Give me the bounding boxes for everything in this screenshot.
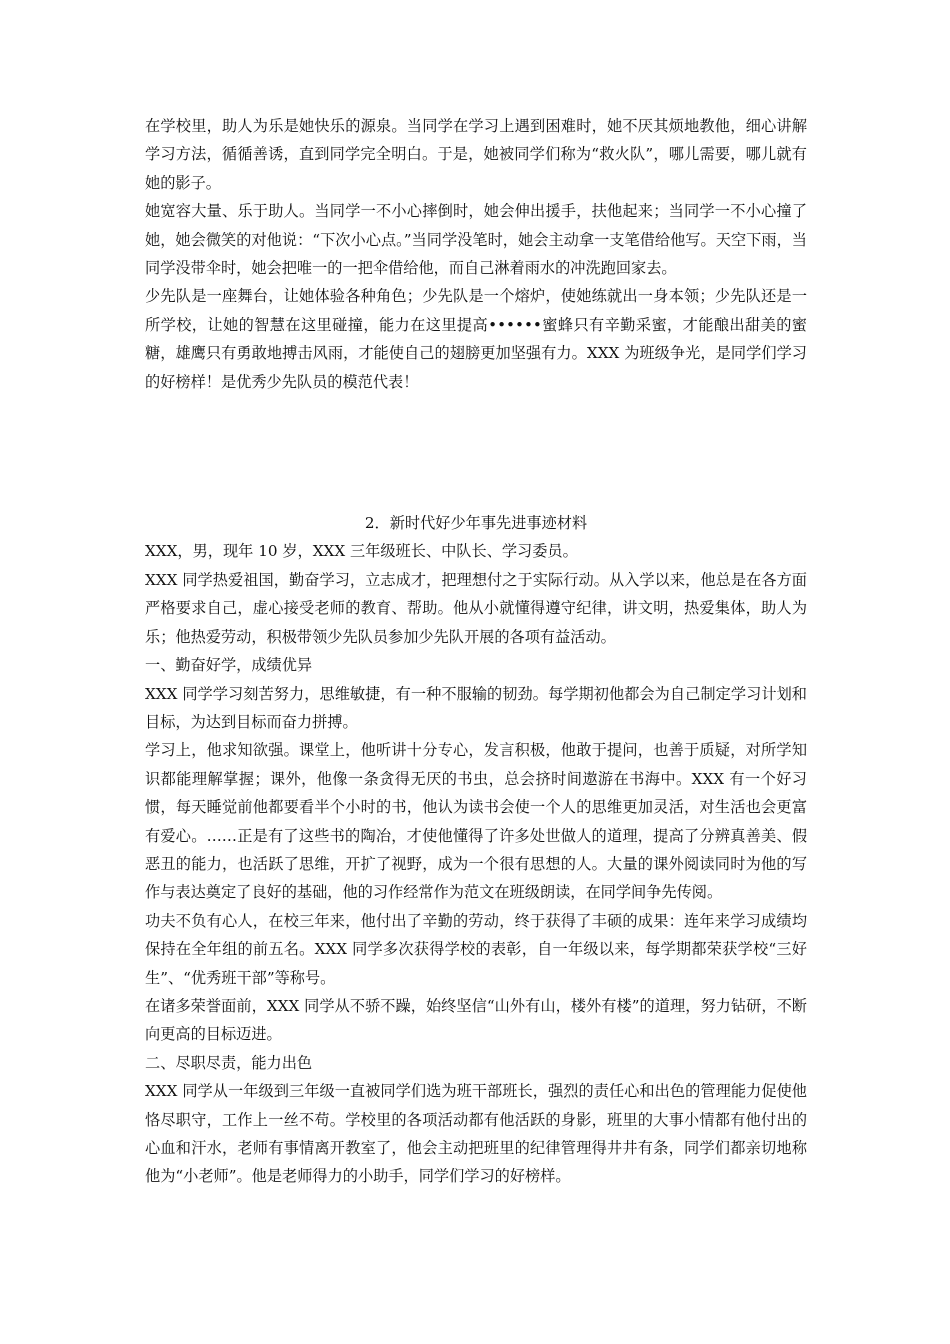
section-heading: 二、尽职尽责，能力出色	[145, 1053, 313, 1072]
document-body	[145, 112, 807, 1191]
section-heading: 一、勤奋好学，成绩优异	[145, 656, 313, 675]
paragraph: XXX 同学热爱祖国，勤奋学习，立志成才，把理想付之于实际行动。从入学以来，他总是在各方面严格要求自己，虚心接受老师的教育、帮助。他从小就懂得遵守纪律，讲文明，热爱集体，助人为乐；他热爱劳动，积极带领少先队员参加少先队开展的各项有益活动。	[145, 570, 807, 646]
paragraph: 少先队是一座舞台，让她体验各种角色；少先队是一个熔炉，使她练就出一身本领；少先队还是一所学校，让她的智慧在这里碰撞，能力在这里提高••••••蜜蜂只有辛勤采蜜，才能酿出甜美的蜜糖，雄鹰只有勇敢地搏击风雨，才能使自己的翅膀更加坚强有力。XXX 为班级争光，是同学们学习的好榜样！是优秀少先队员的模范代表！	[145, 287, 807, 391]
section-title: 2．新时代好少年事先进事迹材料	[364, 514, 588, 533]
paragraph: 她宽容大量、乐于助人。当同学一不小心摔倒时，她会伸出援手，扶他起来；当同学一不小心撞了她，她会微笑的对他说：“下次小心点。”当同学没笔时，她会主动拿一支笔借给他写。天空下雨，当同学没带伞时，她会把唯一的一把伞借给他，而自己淋着雨水的冲洗跑回家去。	[145, 202, 807, 278]
paragraph: XXX 同学从一年级到三年级一直被同学们选为班干部班长，强烈的责任心和出色的管理能力促使他恪尽职守，工作上一丝不苟。学校里的各项活动都有他活跃的身影，班里的大事小情都有他付出的心血和汗水，老师有事情离开教室了，他会主动把班里的纪律管理得井井有条，同学们都亲切地称他为“小老师”。他是老师得力的小助手，同学们学习的好榜样。	[145, 1082, 807, 1186]
section-gap	[145, 396, 807, 509]
paragraph: 在学校里，助人为乐是她快乐的源泉。当同学在学习上遇到困难时，她不厌其烦地教他，细心讲解学习方法，循循善诱，直到同学完全明白。于是，她被同学们称为“救火队”，哪儿需要，哪儿就有她的影子。	[145, 117, 807, 192]
paragraph: 学习上，他求知欲强。课堂上，他听讲十分专心，发言积极，他敢于提问，也善于质疑，对所学知识都能理解掌握；课外，他像一条贪得无厌的书虫，总会挤时间遨游在书海中。XXX 有一个好习惯，每天睡觉前他都要看半个小时的书，他认为读书会使一个人的思维更加灵活，对生活也会更富有爱心。……正是有了这些书的陶冶，才使他懂得了许多处世做人的道理，提高了分辨真善美、假恶丑的能力，也活跃了思维，开扩了视野，成为一个很有思想的人。大量的课外阅读同时为他的写作与表达奠定了良好的基础，他的习作经常作为范文在班级朗读，在同学间争先传阅。	[145, 741, 807, 902]
paragraph: 在诸多荣誉面前，XXX 同学从不骄不躁，始终坚信“山外有山，楼外有楼”的道理，努力钻研，不断向更高的目标迈进。	[145, 996, 807, 1044]
paragraph: 功夫不负有心人，在校三年来，他付出了辛勤的劳动，终于获得了丰硕的成果：连年来学习成绩均保持在全年组的前五名。XXX 同学多次获得学校的表彰，自一年级以来，每学期都荣获学校“三好生”、“优秀班干部”等称号。	[145, 911, 807, 987]
paragraph: XXX，男，现年 10 岁，XXX 三年级班长、中队长、学习委员。	[145, 542, 578, 561]
paragraph: XXX 同学学习刻苦努力，思维敏捷，有一种不服输的韧劲。每学期初他都会为自己制定学习计划和目标，为达到目标而奋力拼搏。	[145, 684, 807, 731]
